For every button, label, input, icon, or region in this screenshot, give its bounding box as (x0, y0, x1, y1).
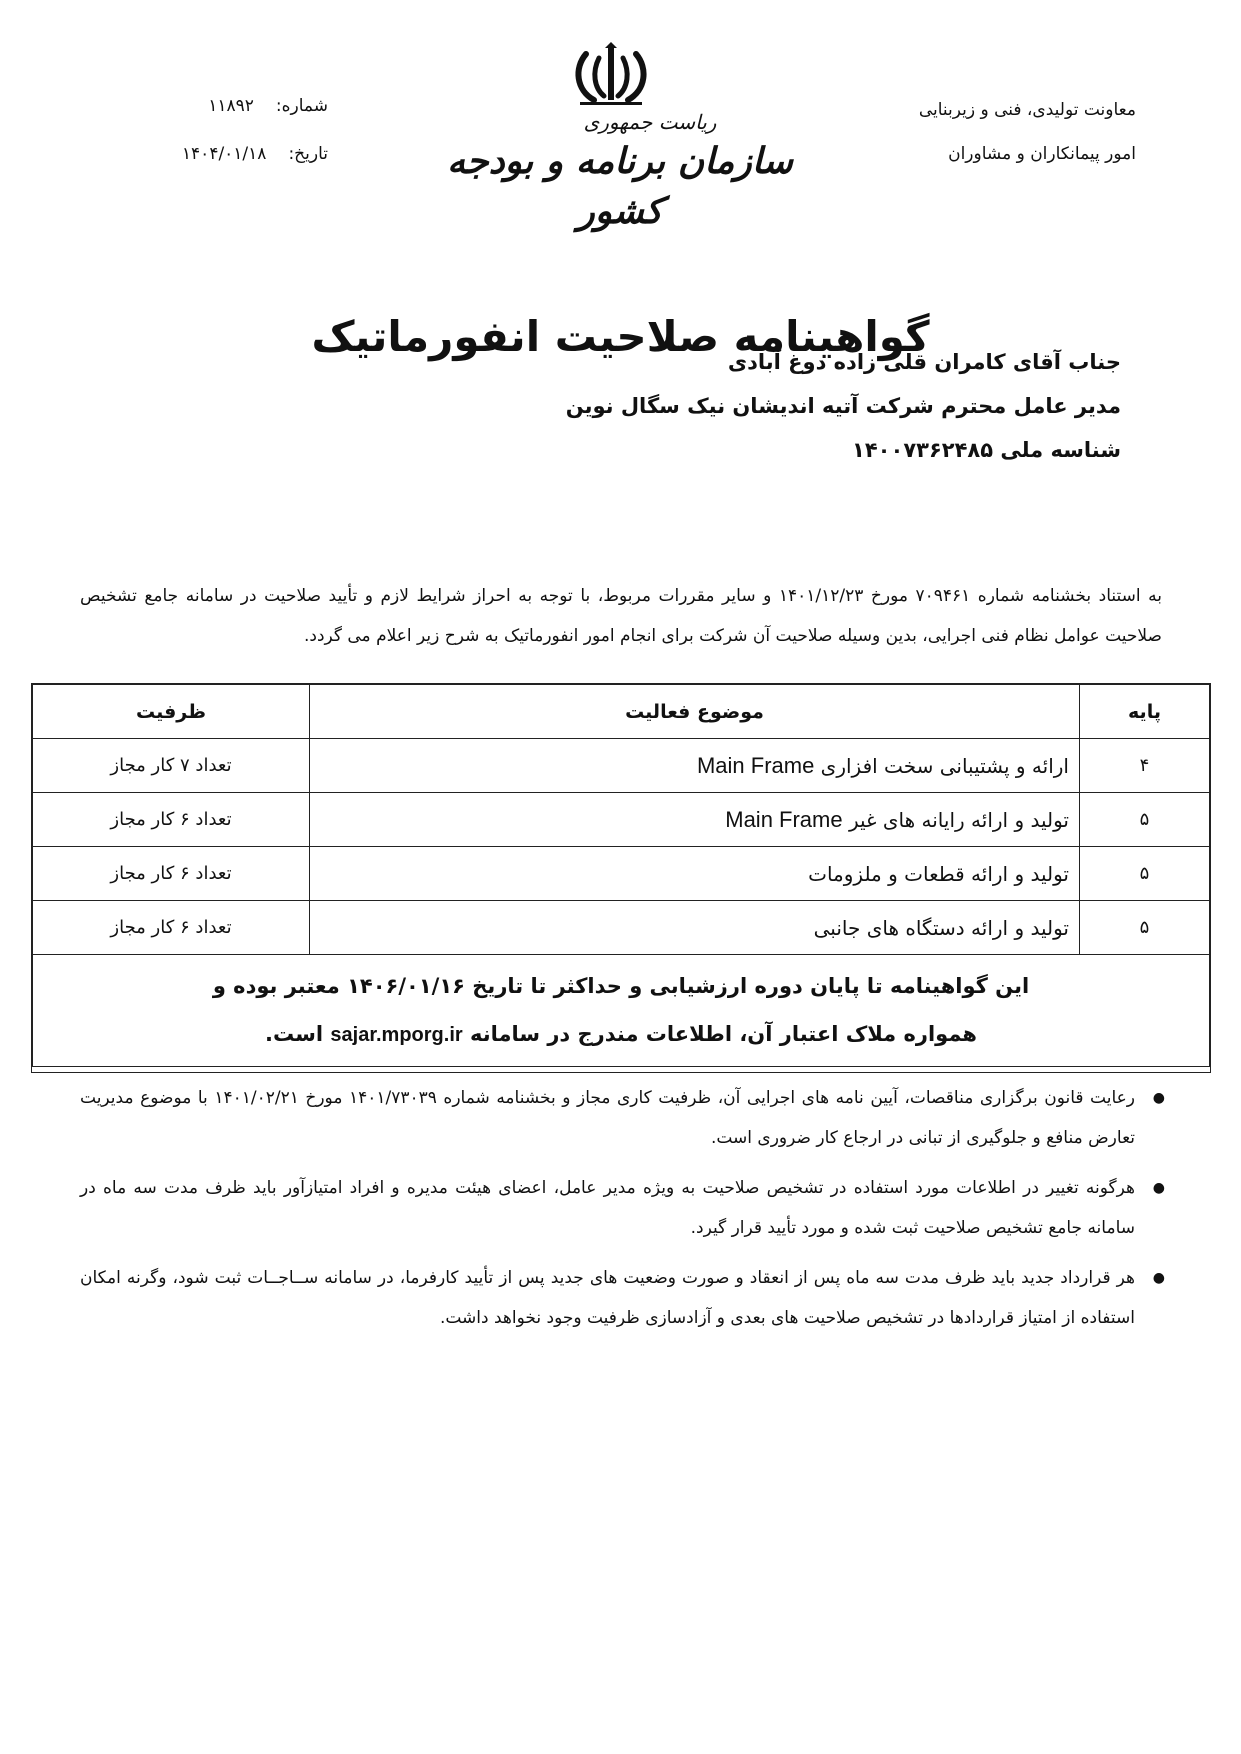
subject-latin: Main Frame (696, 752, 815, 778)
row-subject (310, 901, 1080, 955)
note-text: هرگونه تغییر در اطلاعات مورد استفاده در تشخیص صلاحیت به ویژه مدیر عامل، اعضای هیئت مدیره و افراد امتیازآور باید ظرف مدت سه ماه در سامانه جامع تشخیص صلاحیت ثبت شده و مورد تأیید قرار گیرد. (80, 1178, 1135, 1238)
national-id: شناسه ملی ۱۴۰۰۷۳۶۲۴۸۵ (852, 438, 1121, 462)
addressee-name: جناب آقای کامران قلی زاده دوغ آبادی (727, 350, 1121, 374)
header-capacity: ظرفیت (33, 685, 310, 739)
row-base: ۵ (1080, 847, 1210, 901)
date-value: ۱۴۰۴/۰۱/۱۸ (181, 144, 267, 164)
document-title: گواهینامه صلاحیت انفورماتیک (311, 312, 930, 361)
number-value: ۱۱۸۹۲ (208, 96, 254, 116)
subject-text: ارائه و پشتیبانی سخت افزاری (820, 753, 1069, 778)
list-item (80, 1258, 1175, 1338)
bullet-icon: ● (1152, 1270, 1165, 1286)
header-subject: موضوع فعالیت (310, 685, 1080, 739)
letter-meta (128, 82, 328, 178)
validity-line-1: این گواهینامه تا پایان دوره ارزشیابی و حداکثر تا تاریخ ۱۴۰۶/۰۱/۱۶ معتبر بوده و (212, 974, 1030, 998)
validity-note (33, 955, 1210, 1067)
validity-line-2-text: همواره ملاک اعتبار آن، اطلاعات مندرج در سامانه (469, 1022, 977, 1046)
table-row (33, 901, 1210, 955)
bullet-icon: ● (1152, 1180, 1165, 1196)
table-row (33, 793, 1210, 847)
addressee-position: مدیر عامل محترم شرکت آتیه اندیشان نیک سگال نوین (565, 394, 1121, 418)
table-row (33, 847, 1210, 901)
competency-table (31, 683, 1211, 1073)
logo-subtitle: ریاست جمهوری (583, 110, 717, 134)
bullet-icon: ● (1152, 1090, 1165, 1106)
validity-line-2 (43, 1010, 1199, 1059)
row-subject (310, 793, 1080, 847)
organization-logo (420, 108, 820, 236)
subject-text: تولید و ارائه رایانه های غیر (848, 807, 1069, 832)
row-base: ۵ (1080, 901, 1210, 955)
table-row (33, 739, 1210, 793)
header-base: پایه (1080, 685, 1210, 739)
validity-line-2-end: است. (265, 1022, 324, 1046)
intro-paragraph: به استناد بخشنامه شماره ۷۰۹۴۶۱ مورخ ۱۴۰۱/۱۲/۲۳ و سایر مقررات مربوط، با توجه به احراز شرایط لازم و تأیید صلاحیت در سامانه جامع تشخیص صلاحیت عوامل نظام فنی اجرایی، بدین وسیله صلاحیت آن شرکت برای انجام امور انفورماتیک به شرح زیر اعلام می گردد. (80, 586, 1162, 646)
list-item (80, 1168, 1175, 1248)
note-text: رعایت قانون برگزاری مناقصات، آیین نامه های اجرایی آن، ظرفیت کاری مجاز و بخشنامه شماره ۱۴۰۱/۷۳۰۳۹ مورخ ۱۴۰۱/۰۲/۲۱ با موضوع مدیریت تعارض منافع و جلوگیری از تبانی در ارجاع کار ضروری است. (80, 1088, 1136, 1148)
subject-latin: Main Frame (725, 806, 843, 832)
date-label: تاریخ: (288, 144, 328, 164)
table-header-row (33, 685, 1210, 739)
row-base: ۵ (1080, 793, 1210, 847)
row-subject (310, 847, 1080, 901)
logo-title: سازمان برنامه و بودجه کشور (447, 140, 793, 232)
row-capacity: تعداد ۶ کار مجاز (33, 901, 310, 955)
subject-text: تولید و ارائه قطعات و ملزومات (808, 861, 1069, 886)
iran-emblem-icon (572, 42, 650, 108)
subject-text: تولید و ارائه دستگاه های جانبی (813, 915, 1069, 940)
number-label: شماره: (275, 96, 328, 116)
row-capacity: تعداد ۶ کار مجاز (33, 793, 310, 847)
department-line-1: معاونت تولیدی، فنی و زیربنایی (918, 100, 1136, 120)
row-base: ۴ (1080, 739, 1210, 793)
letter-date-row (128, 130, 328, 178)
table-footer-row (33, 955, 1210, 1067)
row-capacity: تعداد ۶ کار مجاز (33, 847, 310, 901)
letter-number-row (128, 82, 328, 130)
note-text: هر قرارداد جدید باید ظرف مدت سه ماه پس از انعقاد و صورت وضعیت های جدید پس از تأیید کارفرما، در سامانه ســاجــات ثبت شود، وگرنه امکان استفاده از امتیاز قراردادها در تشخیص صلاحیت های بعدی و آزادسازی ظرفیت وجود نخواهد داشت. (80, 1268, 1135, 1328)
row-capacity: تعداد ۷ کار مجاز (33, 739, 310, 793)
sajar-website: sajar.mporg.ir (330, 1024, 463, 1046)
notes-list (80, 1078, 1175, 1348)
department-block (836, 88, 1136, 176)
department-line-2: امور پیمانکاران و مشاوران (948, 144, 1136, 164)
list-item (80, 1078, 1175, 1158)
row-subject (310, 739, 1080, 793)
